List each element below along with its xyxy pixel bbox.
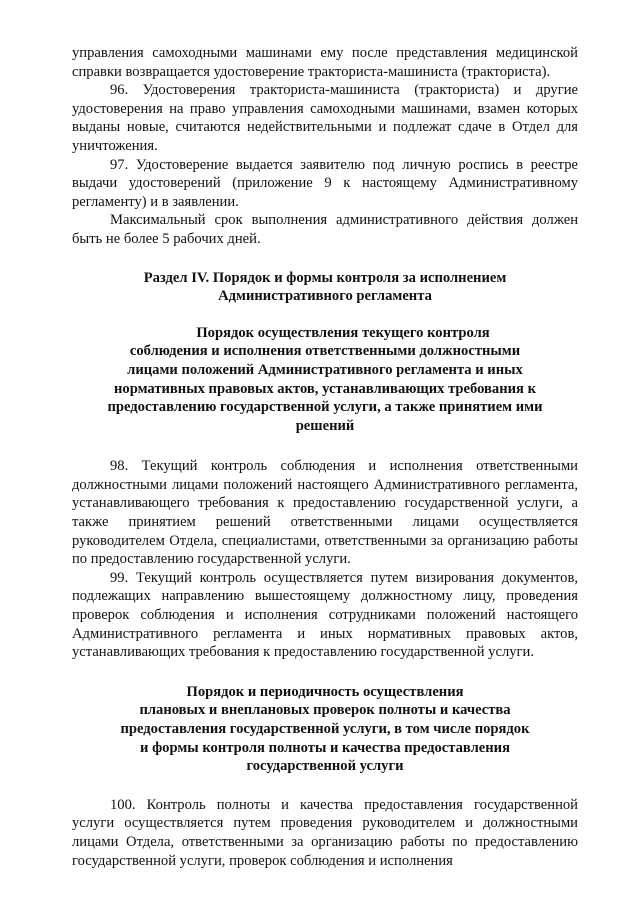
subheading-line: предоставления государственной услуги, в том числе порядок xyxy=(120,721,530,737)
subheading-line: Порядок и периодичность осуществления xyxy=(186,683,464,700)
paragraph-96: 96. Удостоверения тракториста-машиниста (тракториста) и другие удостоверения на право управления самоходными машинами, взамен которых выданы новые, считаются недействительными и подлежат сдаче в Отдел для уничтожения. xyxy=(72,82,578,154)
paragraph-100: 100. Контроль полноты и качества предоставления государственной услуги осуществляется путем проведения руководителем и должностными лицами Отдела, ответственными за организацию работы по предоставлению государственной услуги, проверок соблюдения и исполнения xyxy=(72,796,578,869)
subheading-line: Порядок осуществления текущего контроля xyxy=(196,324,490,341)
paragraph-97: 97. Удостоверение выдается заявителю под личную роспись в реестре выдачи удостоверений (приложение 9 к настоящему Административному регламенту) и в заявлении. xyxy=(72,156,578,210)
subheading-line: государственной услуги xyxy=(246,758,404,775)
section-heading-line: Раздел IV. Порядок и формы контроля за исполнением xyxy=(143,269,507,286)
subheading-line: плановых и внеплановых проверок полноты и качества xyxy=(139,702,511,719)
document-page xyxy=(72,44,578,870)
section-heading xyxy=(72,269,578,306)
subheading-line: и формы контроля полноты и качества предоставления xyxy=(140,739,510,756)
subheading-line: решений xyxy=(295,417,355,434)
section-heading-line: Административного регламента xyxy=(218,288,432,305)
subheading-current-control xyxy=(72,324,578,436)
paragraph-max-term: Максимальный срок выполнения административного действия должен быть не более 5 рабочих дней. xyxy=(72,212,578,247)
subheading-inspections xyxy=(72,683,578,776)
subheading-line: нормативных правовых актов, устанавливающих требования к xyxy=(113,380,536,397)
paragraph-99: 99. Текущий контроль осуществляется путем визирования документов, подлежащих направлению вышестоящему должностному лицу, проведения проверок соблюдения и исполнения сотрудниками положений настоящего Административного регламента и иных нормативных правовых актов, устанавливающих требования к предоставлению государственной услуги. xyxy=(72,569,578,661)
subheading-line: лицами положений Административного регламента и иных xyxy=(127,361,523,378)
subheading-line: соблюдения и исполнения ответственными должностными xyxy=(129,343,521,360)
paragraph-continuation: управления самоходными машинами ему после представления медицинской справки возвращается удостоверение тракториста-машиниста (тракториста). xyxy=(72,45,578,80)
subheading-line: предоставлению государственной услуги, а также принятием ими xyxy=(107,399,543,416)
paragraph-98: 98. Текущий контроль соблюдения и исполнения ответственными должностными лицами положений настоящего Административного регламента, устанавливающего требования к предоставлению государственной услуги, а также принятием решений ответственными лицами осуществляется руководителем Отдела, специалистами, ответственными за организацию работы по предоставлению государственной услуги. xyxy=(72,458,578,568)
